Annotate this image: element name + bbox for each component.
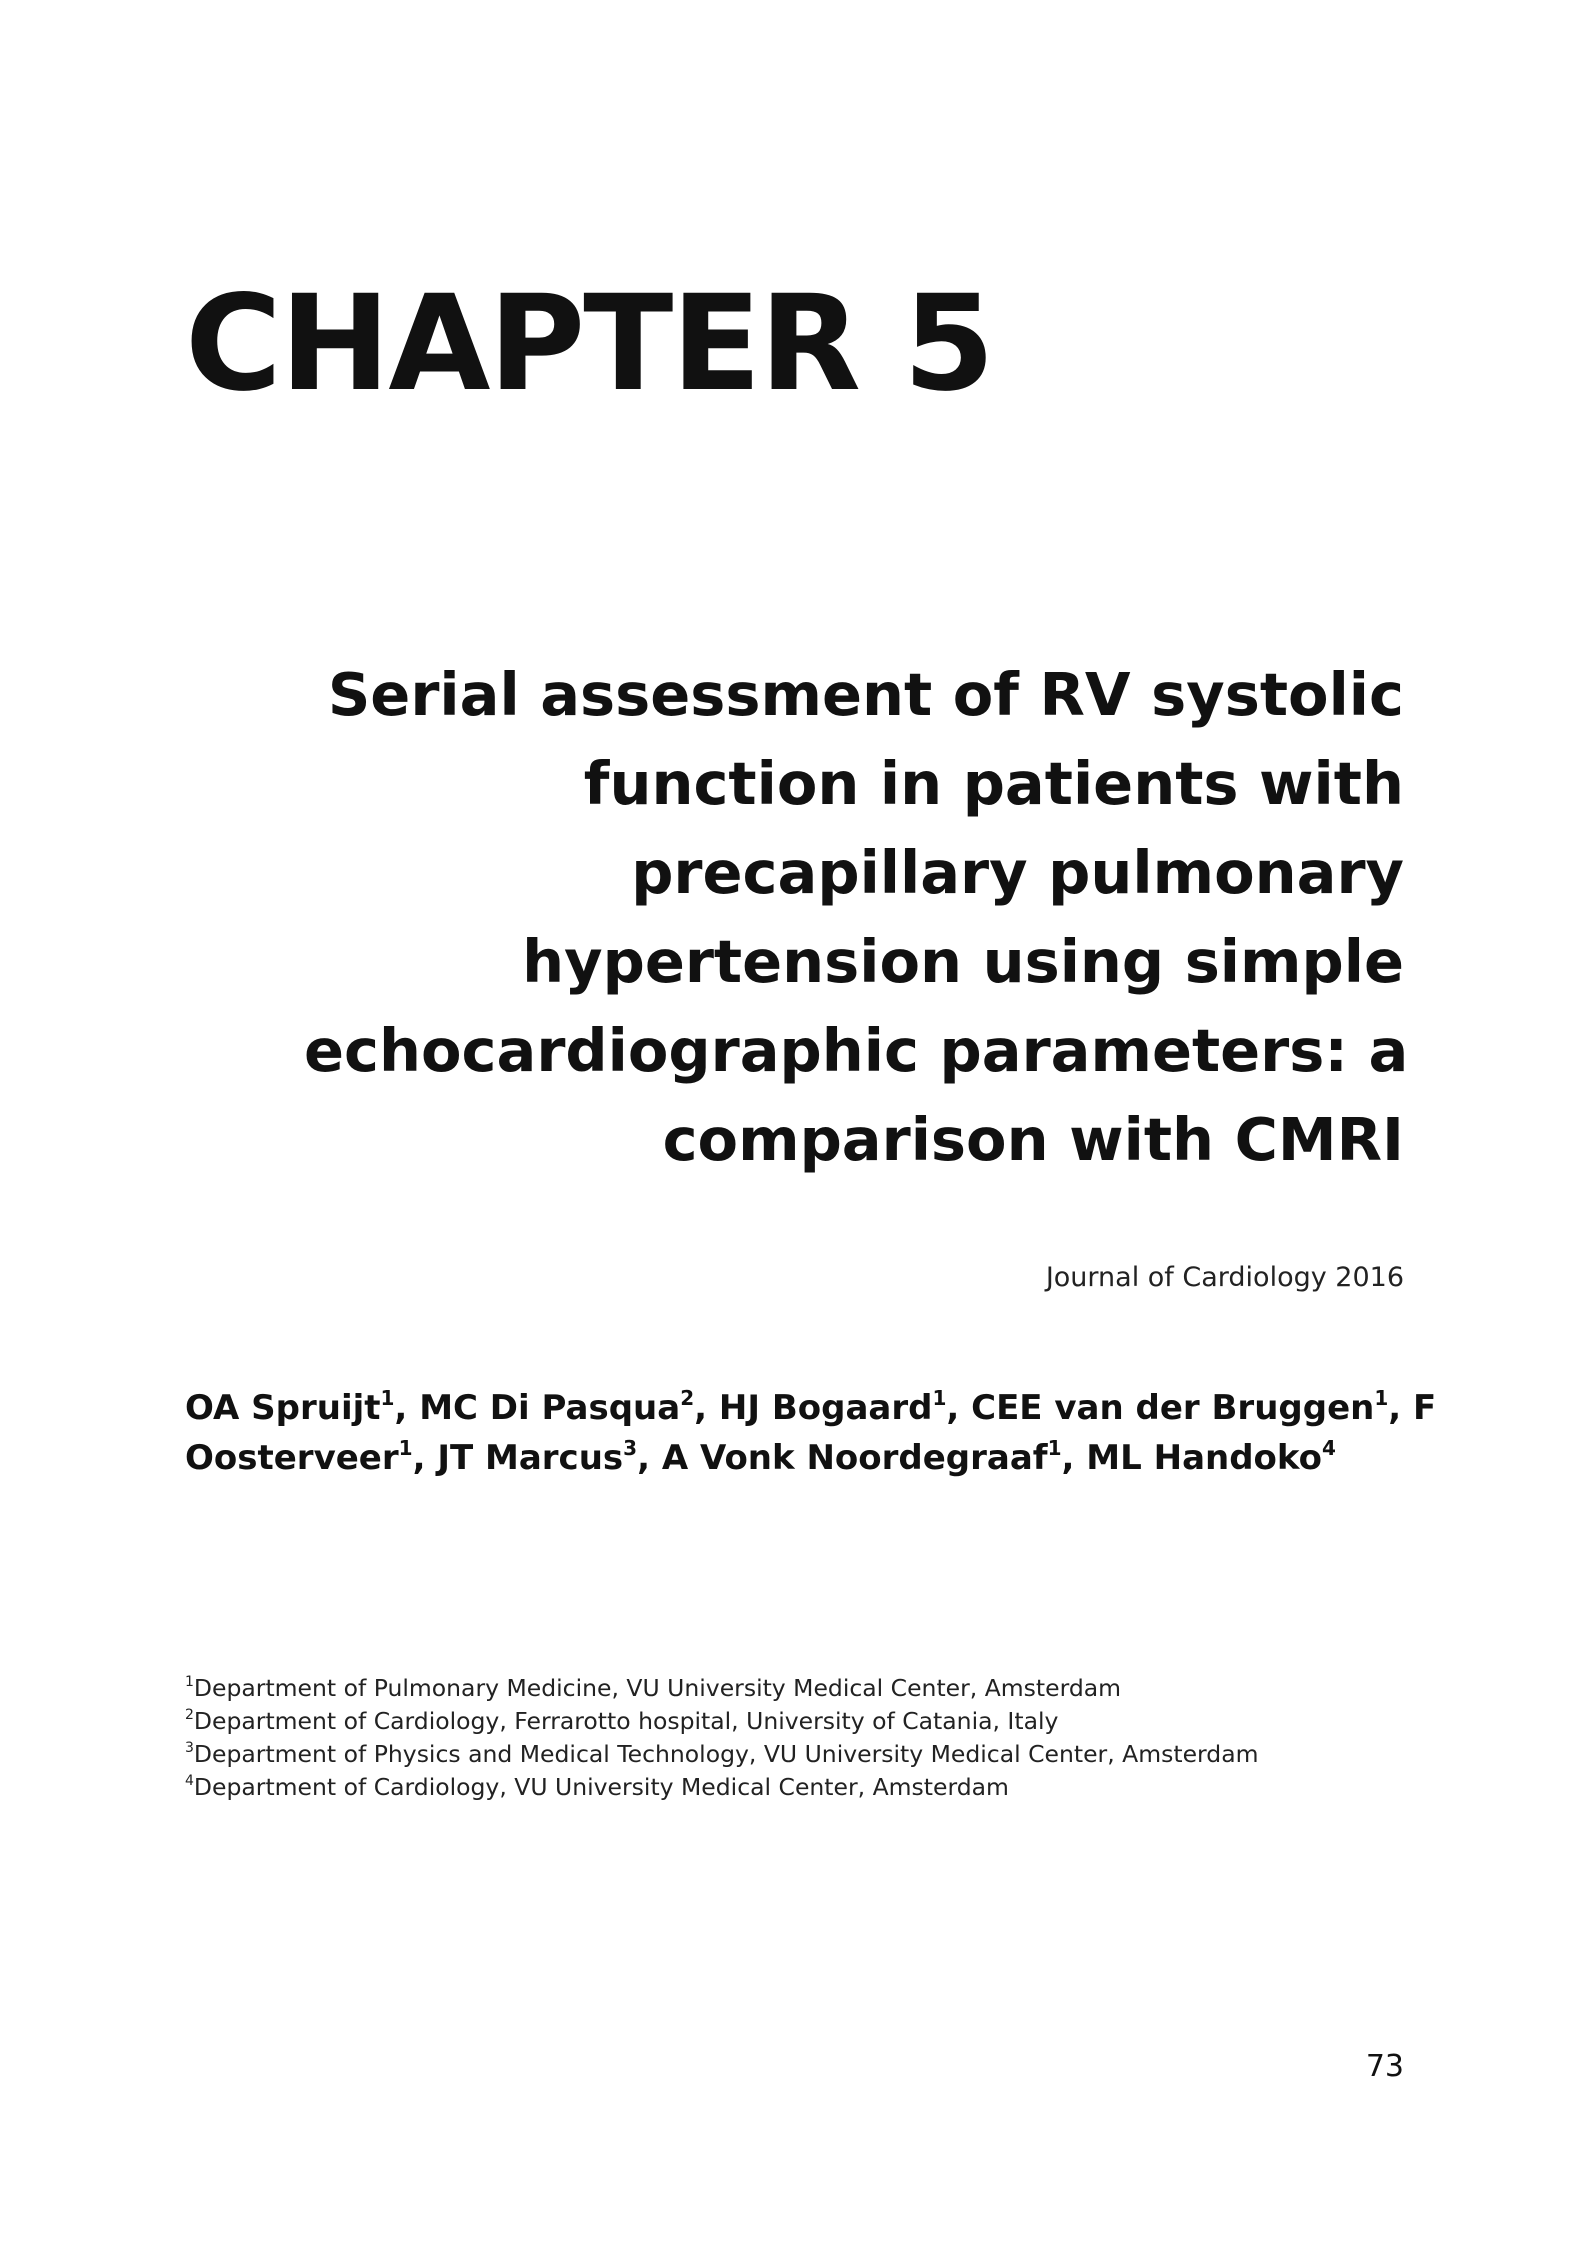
affiliation-text: Department of Pulmonary Medicine, VU University Medical Center, Amsterdam	[193, 1674, 1122, 1702]
affiliation-marker: 4	[185, 1773, 194, 1789]
author-name: MC Di Pasqua	[419, 1388, 681, 1428]
author-affiliation-marker: 1	[398, 1436, 413, 1460]
chapter-heading: CHAPTER 5	[185, 267, 993, 421]
author-affiliation-marker: 1	[1374, 1386, 1389, 1410]
author-affiliation-marker: 4	[1321, 1436, 1336, 1460]
author-name: JT Marcus	[437, 1438, 624, 1478]
author-separator: ,	[946, 1388, 972, 1428]
author-name: A Vonk Noordegraaf	[661, 1438, 1048, 1478]
title-line: comparison with CMRI	[662, 1105, 1404, 1174]
journal-citation: Journal of Cardiology 2016	[1045, 1262, 1404, 1293]
title-line: precapillary pulmonary	[631, 838, 1404, 907]
author-separator: ,	[1061, 1438, 1087, 1478]
author-name: ML Handoko	[1086, 1438, 1322, 1478]
affiliation-text: Department of Cardiology, VU University Medical Center, Amsterdam	[193, 1773, 1009, 1801]
author-name: Oosterveer	[185, 1438, 399, 1478]
author-line	[185, 1433, 1415, 1483]
author-affiliation-marker: 1	[380, 1386, 395, 1410]
author-separator: , F	[1388, 1388, 1437, 1428]
author-affiliation-marker: 1	[1047, 1436, 1062, 1460]
author-affiliation-marker: 1	[932, 1386, 947, 1410]
author-separator: ,	[412, 1438, 438, 1478]
affiliation-item	[185, 1738, 1435, 1771]
affiliation-marker: 3	[185, 1740, 194, 1756]
affiliation-item	[185, 1705, 1435, 1738]
affiliation-list	[185, 1672, 1435, 1804]
author-affiliation-marker: 3	[623, 1436, 638, 1460]
author-name: CEE van der Bruggen	[971, 1388, 1375, 1428]
affiliation-text: Department of Cardiology, Ferrarotto hospital, University of Catania, Italy	[193, 1707, 1059, 1735]
author-separator: ,	[694, 1388, 719, 1428]
affiliation-item	[185, 1771, 1435, 1804]
title-line: hypertension using simple	[522, 927, 1404, 996]
title-line: function in patients with	[583, 749, 1404, 818]
title-line: echocardiographic parameters: a	[304, 1016, 1409, 1085]
author-list	[185, 1383, 1437, 1483]
author-separator: ,	[394, 1388, 420, 1428]
affiliation-text: Department of Physics and Medical Technology, VU University Medical Center, Amsterdam	[193, 1740, 1259, 1768]
page-number: 73	[1365, 2049, 1404, 2084]
author-affiliation-marker: 2	[680, 1386, 695, 1410]
author-name: HJ Bogaard	[718, 1388, 933, 1428]
author-name: OA Spruijt	[185, 1388, 381, 1428]
affiliation-marker: 1	[185, 1674, 194, 1690]
title-line: Serial assessment of RV systolic	[327, 660, 1404, 729]
author-line	[185, 1383, 1437, 1433]
affiliation-item	[185, 1672, 1435, 1705]
affiliation-marker: 2	[185, 1707, 194, 1723]
article-title	[304, 650, 1409, 1184]
author-separator: ,	[637, 1438, 662, 1478]
